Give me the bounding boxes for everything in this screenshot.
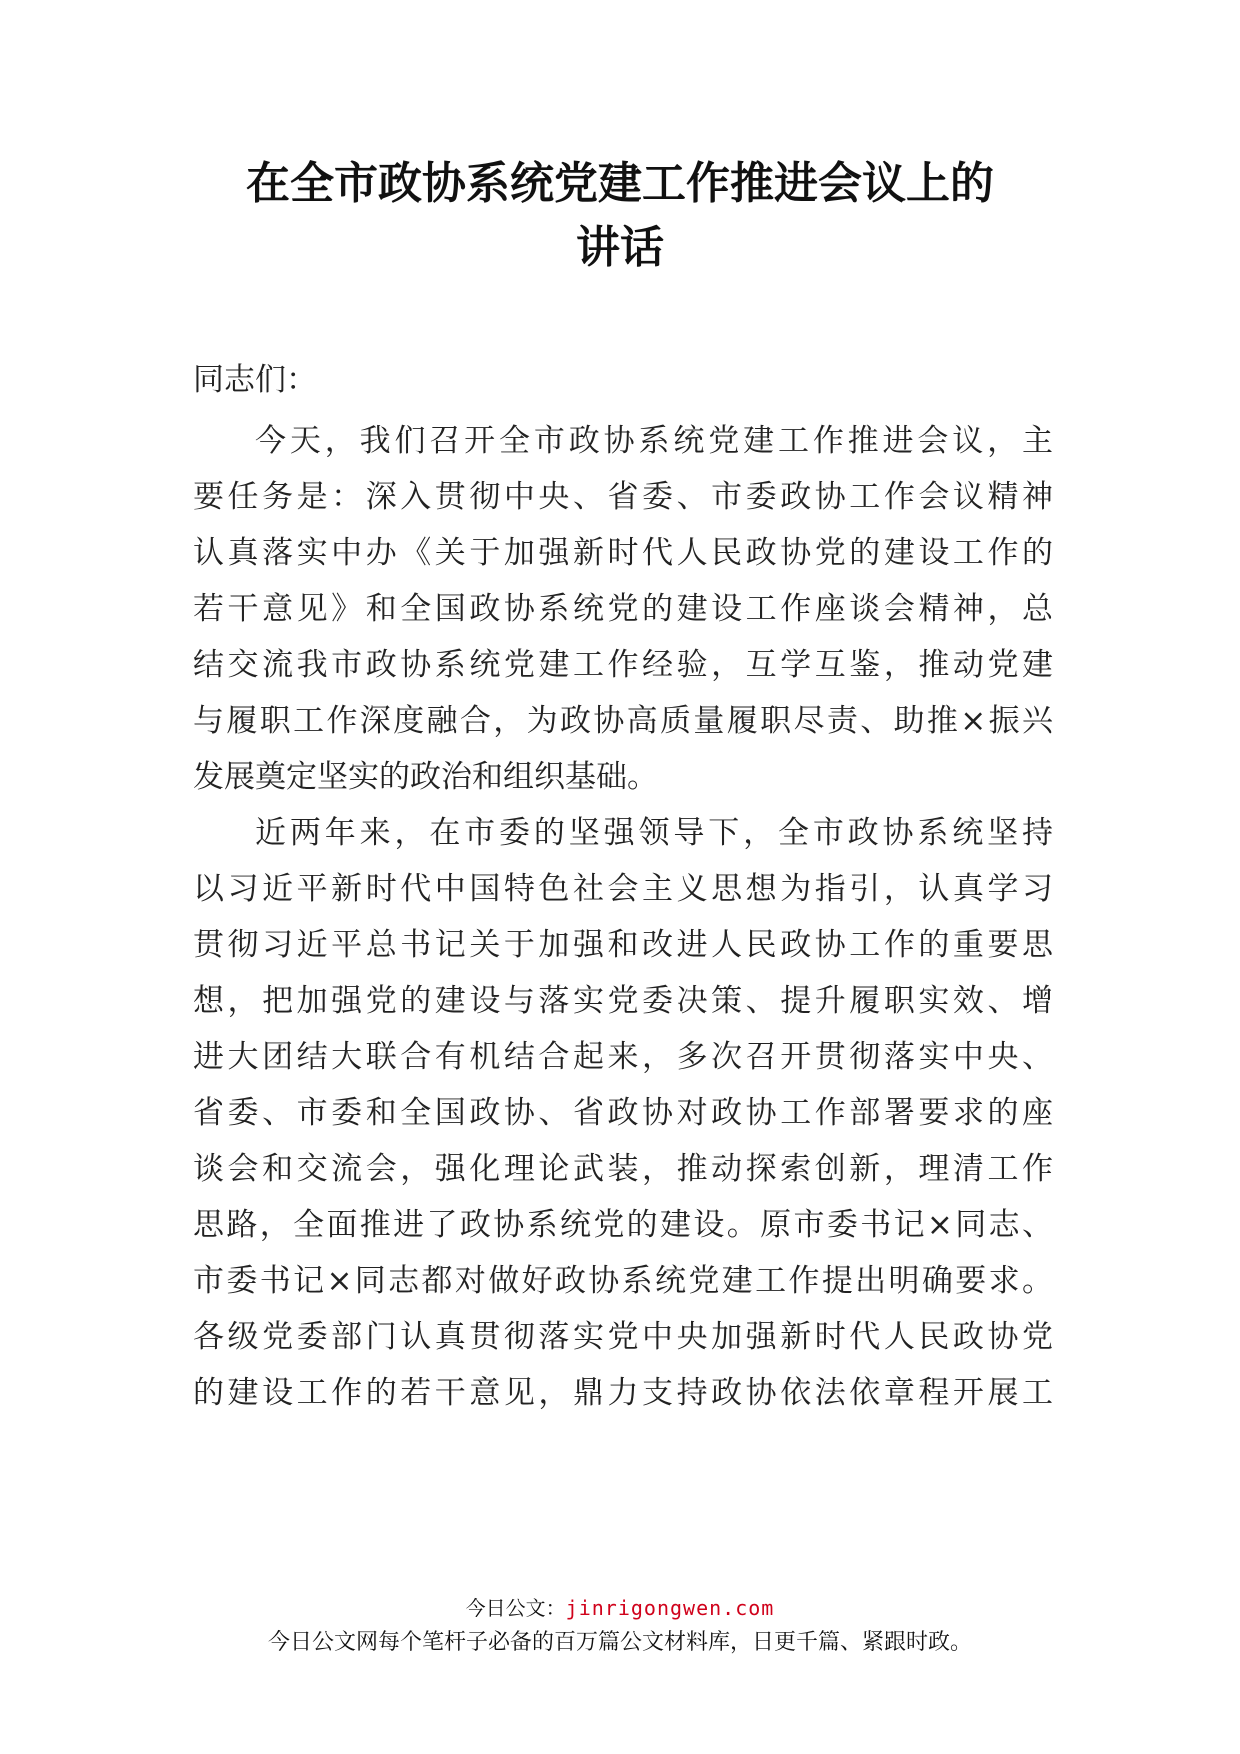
paragraph-2-line-7: 谈会和交流会，强化理论武装，推动探索创新，理清工作 — [193, 1151, 1053, 1187]
paragraph-2-line-5: 进大团结大联合有机结合起来，多次召开贯彻落实中央、 — [193, 1039, 1053, 1075]
paragraph-2-line-3: 贯彻习近平总书记关于加强和改进人民政协工作的重要思 — [193, 927, 1053, 963]
paragraph-2-line-11: 的建设工作的若干意见，鼎力支持政协依法依章程开展工 — [193, 1375, 1053, 1411]
paragraph-2-line-9: 市委书记×同志都对做好政协系统党建工作提出明确要求。 — [193, 1263, 1053, 1299]
paragraph-2-line-2: 以习近平新时代中国特色社会主义思想为指引，认真学习 — [193, 871, 1053, 907]
paragraph-2-line-6: 省委、市委和全国政协、省政协对政协工作部署要求的座 — [193, 1095, 1053, 1131]
paragraph-1-line-7: 发展奠定坚实的政治和组织基础。 — [193, 759, 658, 795]
paragraph-1-line-1: 今天，我们召开全市政协系统党建工作推进会议，主 — [255, 423, 1053, 459]
paragraph-2-line-4: 想，把加强党的建设与落实党委决策、提升履职实效、增 — [193, 983, 1053, 1019]
footer-tagline: 今日公文网每个笔杆子必备的百万篇公文材料库，日更千篇、紧跟时政。 — [267, 1630, 972, 1655]
paragraph-2-line-8: 思路，全面推进了政协系统党的建设。原市委书记×同志、 — [193, 1207, 1053, 1243]
paragraph-1-line-2: 要任务是：深入贯彻中央、省委、市委政协工作会议精神 — [193, 479, 1053, 515]
document-title-line-1: 在全市政协系统党建工作推进会议上的 — [246, 158, 994, 209]
footer-site-line — [0, 1594, 1240, 1622]
salutation: 同志们： — [193, 362, 317, 398]
paragraph-2-line-1: 近两年来，在市委的坚强领导下，全市政协系统坚持 — [255, 815, 1053, 851]
document-title-line-2: 讲话 — [576, 222, 664, 273]
paragraph-1-line-6: 与履职工作深度融合，为政协高质量履职尽责、助推×振兴 — [193, 703, 1053, 739]
footer-site-url[interactable]: jinrigongwen.com — [565, 1596, 775, 1620]
paragraph-1-line-5: 结交流我市政协系统党建工作经验，互学互鉴，推动党建 — [193, 647, 1053, 683]
paragraph-1-line-3: 认真落实中办《关于加强新时代人民政协党的建设工作的 — [193, 535, 1053, 571]
paragraph-1-line-4: 若干意见》和全国政协系统党的建设工作座谈会精神，总 — [193, 591, 1053, 627]
paragraph-2-line-10: 各级党委部门认真贯彻落实党中央加强新时代人民政协党 — [193, 1319, 1053, 1355]
footer-site-prefix: 今日公文： — [465, 1596, 566, 1620]
